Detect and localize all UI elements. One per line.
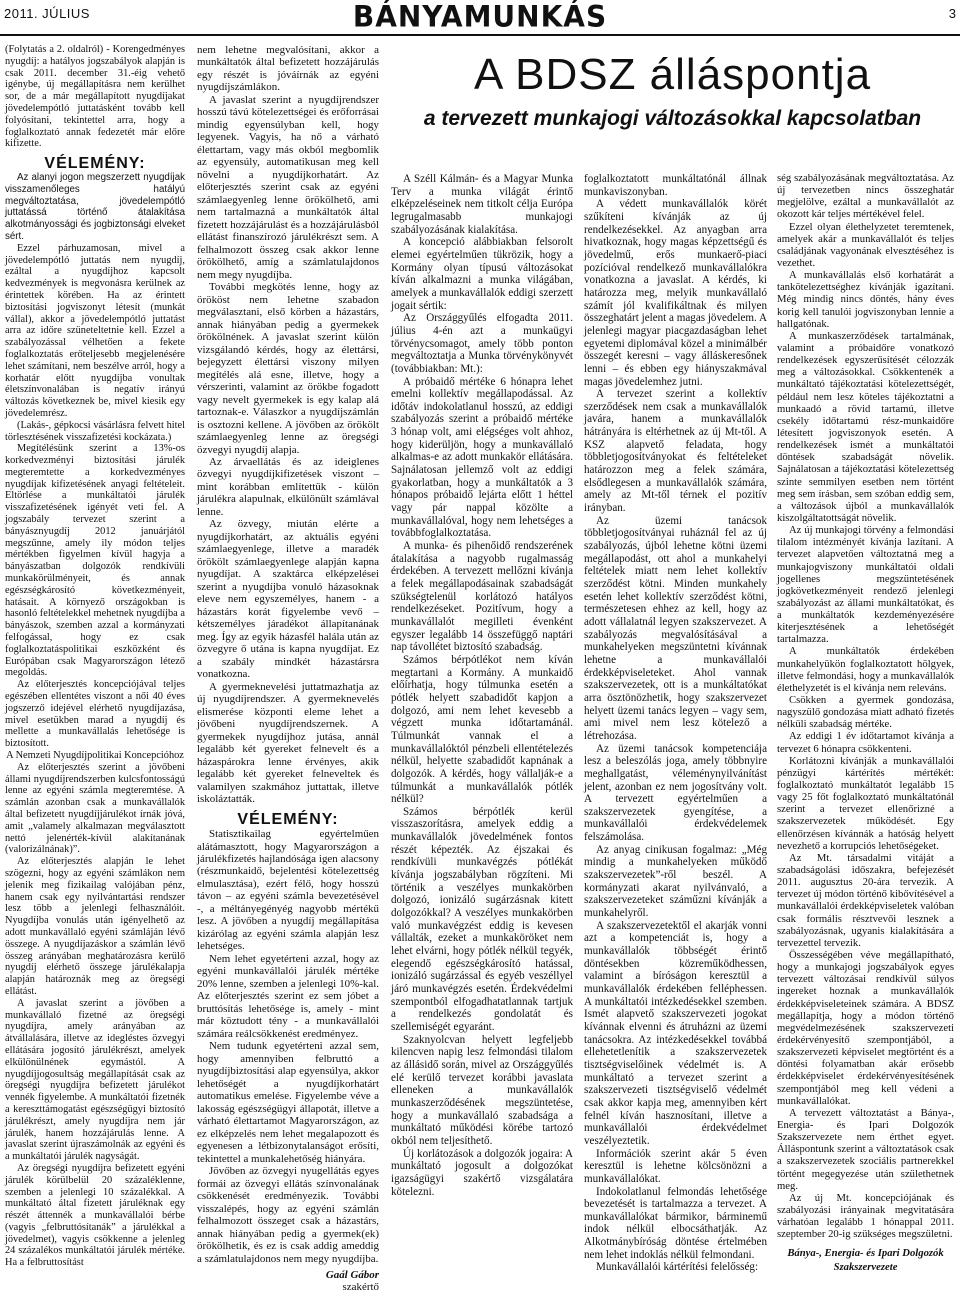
body-paragraph: További megkötés lenne, hogy az örököst nem lehetne szabadon megválasztani, első körben a házastárs, annak hiányában pedig a gyermekek örökölnének. A javaslat szerint külön vizsgálandó kérdés, hogy az élettársi, bejegyzett élettársi viszony milyen megítélés alá esne, illetve, hogy a vérszerinti, valamint az örökbe fogadott vagy nevelt gyermekek is egy kalap alá tartoznak-e. Válaszkor a nyugdíjszámlán is osztozni kellene. A jövőben az örökölt számlaegyenleg lenne az öregségi özvegyi nyugdíj alapja.	[197, 281, 379, 456]
body-paragraph: foglalkoztatott munkáltatónál állnak munkaviszonyban.	[584, 173, 767, 198]
body-paragraph: A tervezet szerint a kollektív szerződések nem csak a munkavállalók javára, hanem a munkavállalók hátrányára is eltérhetnek az új Mt-től. A KSZ alapvető feladata, hogy többletjogosítványokat és feltételeket határozzon meg a felek számára, elsődlegesen a munkavállalók számára, amely az Mt-től térnek el pozitív irányban.	[584, 388, 767, 515]
main-article-column-3	[777, 173, 954, 1275]
body-paragraph: Számos bérpótlék kerül visszaszorításra, amelyek eddig a munkavállalók jövedelmének fontos részét képezték. Az éjszakai és rendkívüli munkavégzés pótlékát kívánja jogszabályban rögzíteni. Mi történik a veszélyes munkakörben dolgozó, ionizáló sugárzásnak kitett dolgozókkal? A veszélyes munkakörben való munkavégzést eddig is kevesen vállalták, ezeket a munkaköröket nem lehet elvárni, hogy pótlék nélkül tegyék, elegendő egészségkárosító hatással, ionizáló sugárzással és egyéb veszéllyel járó munkavégzés esetén. Érdekvédelmi szempontból elfogadhatatlannak tartjuk a rendelkezés gondolatát és szellemiségét egyaránt.	[391, 805, 573, 1033]
body-paragraph: Az árvaellátás és az ideiglenes özvegyi nyugdíjkifizetések viszont – mint korábban említettük - külön járulékra alapulnak, elkülönült számlával lenne.	[197, 455, 379, 518]
body-paragraph: Nem lehet egyetérteni azzal, hogy az egyéni munkavállalói járulék mértéke 20% lenne, szemben a jelenlegi 10%-kal. Az előterjesztés szerint ez sem jóbet a bruttósítás lehetősége is, amely - mint már köztudott tény - a munkavállalói számára reálcsökkenést eredményez.	[197, 952, 379, 1040]
body-paragraph: A tervezett változtatást a Bánya-, Energia- és Ipari Dolgozók Szakszervezete nem érthet egyet. Álláspontunk szerint a változtatások csak a szakszervezetek szociális partnerekkel történt megegyezése után születhetnek meg.	[777, 1107, 954, 1192]
body-paragraph: Információk szerint akár 5 éven keresztül is lehetne kölcsönözni a munkavállalókat.	[584, 1147, 767, 1185]
article-subtitle: a tervezett munkajogi változásokkal kapcsolatban	[423, 107, 922, 130]
body-paragraph: Az előterjesztés szerint a jövőbeni állami nyugdíjrendszerben kulcsfontosságú lenne az egyéni számla megteremtése. A számlán azonban csak a munkavállalók által befizetett nyugdíjjárulékot írnák jóvá, amit „valamely alkalmazan megválasztott nettó jelenérték-kívül alakítanának (valorizálnának)”.	[5, 761, 185, 856]
article-title: A BDSZ álláspontja	[473, 50, 872, 99]
organization-signature: Bánya-, Energia- és Ipari Dolgozók Szakszervezete	[787, 1248, 944, 1274]
body-paragraph: Munkavállalói kártérítési felelősség:	[596, 1261, 759, 1274]
body-paragraph: Összességében véve megállapítható, hogy a munkajogi jogszabályok egyes tervezett változásai rendkívül súlyos ingereket hoznak a munkavállalók érdekképviseleteinek számára. A BDSZ megállapítja, hogy a módon történő megvédelmezésének szakszervezeti érdekérvényesítő szempontjából, a szakszervezeti képviselet megtörtént és a döntési folyamatban akár erősebb érdekképviselet érdekérvényesítésének szempontjából meg kell védeni a munkavállalókat.	[777, 950, 954, 1107]
body-paragraph: A munka- és pihenőidő rendszerének átalakítása a nagyobb rugalmasság érdekében. A tervezett mellőzni kívánja a felek megállapodásainak szabadságát szükségtelenül korlátozó hatályos rendelkezéseket. Pozitívum, hogy a munkavállalót megilleti évenként egyszer legalább 14 összefüggő naptári nap távollétet biztosító szabadság.	[391, 540, 573, 654]
body-paragraph: Számos bérpótlékot nem kíván megtartani a Kormány. A munkaidő előírhatja, hogy túlmunka esetén a pótlék helyett szabadidőt kapjon a dolgozó, ami nem lehet kevesebb a végzett munka időtartamánál. Túlmunkát vannak el a munkavállalóktól pénzbeli ellentételezés nélkül, helyette szabadidőt kapnának a dolgozók. A kérdés, hogy vállalják-e a túlmunkát a munkavállalók pótlék nélkül?	[391, 653, 573, 806]
body-paragraph: A munkaszerződések tartalmának, valamint a próbaidőre vonatkozó rendelkezések egyszerűsítését célozzák meg a változásokkal. Csökkentenék a munkáltató tájékoztatási kötelezettségét, például nem lesz köteles tájékoztatni a munkaadó a rövid tartamú, illetve csekély időtartamú rész-munkaidőre létesített jogviszonyok esetén. A rendelkezések ismét a munkáltatói döntések szabadságát növelik. Sajnálatosan a tájékoztatási kötelezettség szinte semmilyen esetben nem történt meg sem írásban, sem szóban eddig sem, a változások újból a munkavállalók kiszolgáltatottságát növelik.	[777, 330, 954, 524]
body-paragraph: Indokolatlanul felmondás lehetősége bevezetését is tartalmazza a tervezet. A munkavállalókat bármikor, bárminemű indok nélkül elbocsáthatják. Az Alkotmánybíróság döntése értelmében nem lehet indoklás nélkül felmondani.	[584, 1185, 767, 1261]
left-article-column-2	[197, 44, 379, 1294]
body-paragraph: A munkavállalás első korhatárát a tankötelezettséghez kívánják igazítani. Még mindig nincs döntés, hány éves korig kell tanulói jogviszonyban lennie a hallgatónak.	[777, 270, 954, 330]
body-paragraph: Az Mt. társadalmi vitáját a szabadságolási időszakra, befejezését 2011. augusztus 20-ára tervezik. A tervezet új módon történő kibővítésével a munkavállalói érdekképviseletek valóban csak formális résztvevői lesznek a szabályozásnak, ugyanis kialakítására a tervezettel tervezik.	[777, 852, 954, 949]
body-paragraph: A védett munkavállalók körét szűkíteni kívánják az új rendelkezésekkel. Az anyagban arra hivatkoznak, hogy magas képzettségű és jövedelmű, erős munkaerő-piaci pozícióval rendelkező munkavállalókra vonatkozna a javaslat. A kérdés, ki határozza meg, melyik munkavállaló számít jól kvalifikáltnak és milyen összeghatárt jelent a magas jövedelem. A jelenlegi magyar piacgazdaságban lehet egyetemi diplomával közel a minimálbér összegét keresni – vagy álláskeresőnek lenni – és ebben egy hiányszakmával magas jövedelemhez jutni.	[584, 198, 767, 388]
body-paragraph: Az Országgyűlés elfogadta 2011. július 4-én azt a munkaügyi törvénycsomagot, amely több ponton megváltoztatja a Munka törvénykönyvét (továbbiakban: Mt.):	[391, 312, 573, 375]
body-paragraph: Megítélésünk szerint a 13%-os korkedvezményi biztosítási járulék megteremtette a korkedvezményes nyugdíjak kifizetésének anyagi feltételeit. Eltörlése a munkáltatói járulék visszafizetésének igényét veti fel. A jogszabály tervezet szerint a bányásznyugdíj 2012 januárjától megszűnne, amely ily módon teljes mértékben figyelmen kívül hagyja a bányászatban dolgozók rendkívüli munkakörülményeit, és annak egészségkárosító következményeit, hatásait. A környező országokban is hasonló feltételekkel mehetnek nyugdíjba a bányászok, szemben azzal a kormányzati felfogással, hogy ez csak foglalkoztatáspolitikai eszközként és Európában csak Magyarországon létező megoldás.	[5, 443, 185, 679]
body-paragraph: A Széll Kálmán- és a Magyar Munka Terv a munka világát érintő elképzeléseinek nem titkolt célja Európa legrugalmasabb munkajogi szabályozásának kialakítása.	[391, 173, 573, 236]
body-paragraph: A javaslat szerint a nyugdíjrendszer hosszú távú kötelezettségei és erőforrásai mindig egyensúlyban kell, hogy legyenek. Vagyis, ha nő a várható élettartam, vagy más okból megbomlik az egyensúly, automatikusan meg kell növelni a nyugdíjkorhatárt. Az előterjesztés szerint csak az egyéni számlaegyenleg lenne örökölhető, ami nem tartalmazná a munkáltatók által fizetett hozzájárulást és a hozzájárulásból ellátást finanszírozó járulékrészt sem. A felhalmozott összeg csak akkor lenne örökölhető, amíg a számlatulajdonos nem megy nyugdíjba.	[197, 93, 379, 281]
body-paragraph: Ezzel párhuzamosan, mivel a jövedelempótló juttatás nem nyugdíj, ezáltal a nyugdíjhoz kapcsolt kedvezmények is megvonásra kerülnek az érintettek körében. Ha az érintett biztosítási jogviszonyt létesít (munkát vállal), akkor a jövedelempótló juttatást arra az időre szüneteltetnie kell. Ezzel a szabályozással vélhetően a fekete foglalkoztatás erőteljesebb megjelenésére lehet számítani, nem beszélve arról, hogy a korhatár előtt nyugdíjba vonultak életszínvonalában is negatív irányú változás következnek be, mivel kiesik egy jövedelemrész.	[5, 242, 185, 419]
body-paragraph: A munkáltatók érdekében munkahelyükön foglalkoztatott hölgyek, illetve felmondási, hogy a munkavállalók élethelyzetét is el kívánja nem releváns.	[777, 646, 954, 694]
page-header	[0, 0, 960, 34]
left-article-column-1	[5, 44, 185, 1269]
body-paragraph: Az új munkajogi törvény a felmondási tilalom intézményét kívánja lazítani. A tervezet alapvetően változtatná meg a munkajogviszony munkáltatói oldali jogellenes megszüntetésének jogkövetkezményeit rendező jelenlegi szabályozást az állami munkáltatókat, és a munkáltatók kezdeményezésére kiterjesztésének a lehetőségét tartalmazza.	[777, 525, 954, 646]
main-article-column-1	[391, 173, 573, 1198]
body-paragraph: ség szabályozásának megváltoztatása. Az új tervezetben nincs összeghatár megjelölve, ezáltal a munkavállalót az okozott kár teljes mértékével felel.	[777, 173, 954, 221]
body-paragraph: Jövőben az özvegyi nyugellátás egyes formái az özvegyi ellátás színvonalának csökkenését eredményezik. További visszalépés, hogy az egyéni számlán felhalmozott összeget csak a házastárs, annak hiányában pedig a gyermek(ek) örökölhetik, és ez is csak addig ameddig a számlatulajdonos nem megy nyugdíjba.	[197, 1165, 379, 1265]
body-paragraph: Az eddigi 1 év időtartamot kívánja a tervezet 6 hónapra csökkenteni.	[777, 731, 954, 755]
newspaper-masthead: BÁNYAMUNKÁS	[352, 0, 608, 34]
body-paragraph: (Lakás-, gépkocsi vásárlásra felvett hitel törlesztésének visszafizetési kockázata.)	[5, 419, 185, 443]
body-paragraph: Az öregségi nyugdíjra befizetett egyéni járulék körülbelül 20 százaléklenne, szemben a jelenlegi 10 százalékkal. A munkáltató által fizetett járuléknak egy részét áttennék a munkavállalói bérbe (vagyis „felbruttósítanák” a járulékkal a jövedelmet), vagyis csökkenne a jelenleg 24 százalékos munkáltatói járulék mértéke. Ha a felbruttosítást	[5, 1162, 185, 1269]
body-paragraph: A koncepció alábbiakban felsorolt elemei egyértelműen tükrözik, hogy a Kormány olyan típusú változásokat kíván alkalmazni a munka világában, amelyek a munkavállalók eddigi szerzett jogait sértik:	[391, 236, 573, 312]
header-rule	[0, 34, 960, 36]
body-paragraph: Az üzemi tanácsok kompetenciája lesz a beleszólás joga, amely többnyire meghallgatást, véleménynyilvánítást jelent, azonban ez nem jogosítvány volt. A tervezett egyértelműen a szakszervezetek gyengítése, a munkavállalói érdekvédelemek felszámolása.	[584, 742, 767, 844]
body-paragraph: Az anyag cinikusan fogalmaz: „Még mindig a munkahelyeken működő szakszervezetek”-ről beszél. A kormányzati akarat nyilvánvaló, a szakszervezeteket száműzni kívánják a munkahelyről.	[584, 843, 767, 920]
page-number: 3	[948, 6, 956, 21]
body-paragraph: A szakszervezetektől el akarják vonni azt a kompetenciát is, hogy a munkavállalók többségét érintő döntésekben közreműködhessen, valamint a bíróságon keresztül a munkavállalók érdekében felléphessen. A munkáltatói intézkedésekkel szemben. Ismét alapvető szakszervezeti jogokat kívánnak elvenni és átruházni az üzemi tanácsokra. Az intézkedésekkel továbbá ellehetetlenítik a szakszervezetek tisztségviselőinek védelmét is. A munkáltató a tervezet szerint a szakszervezeti tisztségviselő védelmét csak akkor kapja meg, amennyiben kért felnél kíván hasznosítani, illetve a munkavállalói érdekvédelmet veszélyeztetik.	[584, 919, 767, 1147]
issue-date: 2011. JÚLIUS	[4, 6, 90, 21]
body-paragraph: A gyermeknevelési juttatmazhatja az új nyugdíjrendszer. A gyermeknevelés elismerése központi eleme lehet a jövőbeni nyugdíjrendszernek. A gyermekek nyugdíjhoz jutása, annál legalább két gyereket felnevelt és a házaspárokra lenne érvényes, akik legalább két gyereket felneveltek és valamilyen szakmához juttattak, illetve iskoláztatták.	[197, 680, 379, 806]
body-paragraph: Statisztikailag egyértelműen alátámasztott, hogy Magyarországon a járulékfizetés hajlandósága igen alacsony (részmunkaidő, bejelentési kötelezettség elmulasztása), ezért félő, hogy hosszú távon – az egyéni számla bevezetésével -, a méltányegényég nagyobb mértékű lesz. A jövőben a nyugdíj megállapítása kizárólag az egyéni számla alapján lesz lehetséges.	[197, 828, 379, 953]
opinion-heading: VÉLEMÉNY:	[237, 810, 339, 828]
body-paragraph: Nem tudunk egyetérteni azzal sem, hogy amennyiben felbruttó a nyugdíjbiztosítási alap egyensúlya, akkor lehetőségét a nyugdíjkorhatárt automatikus emelése. Figyelembe véve a lakosság egészségügyi állapotát, illetve a várható élettartamot Magyarországon, az ez elképzelés nem lehet megalapozott és egyenesen a létbizonytalanságot erősíti, tekintettel a munkalehetőség hiányára.	[197, 1040, 379, 1165]
body-paragraph: Az özvegy, miután elérte a nyugdíjkorhatárt, az aktuális egyéni számlaegyenlege, illetve a maradék örökölt számlaegyenlege alapján kapna nyugdíjat. A szaktárca elképzelései szerint a nyugdíjba vonuló házasoknak eleve nem egyszemélyes, hanem - a házastárs korát figyelembe vevő – kétszemélyes járadékot állapítanának meg. Így az egyik házasfél halála után az özvegyre ő utána is kapna nyugdíjat. Ez a szabály mindkét házastársra vonatkozna.	[197, 518, 379, 681]
body-paragraph: Korlátozni kívánják a munkavállalói pénzügyi kártérítés mértékét: foglalkoztató munkáltatót legalább 15 vagy 25 főt foglalkoztató munkáltatónál szerint a tervezet ellenőrizné a szakszervezetek működését. Egy ellenőrzésen kívánnák a hatóság helyett nevezhető a korrupciós lehetőségeket.	[777, 755, 954, 852]
body-paragraph: A javaslat szerint a jövőben a munkavállaló fizetné az öregségi nyugdíjra, amely arányában az átvállalására, illetve az idegléstes özvegyi ellátására jogosító járulékrészt, amelyek elkülönülnének egymástól. A nyugdíjjogosultság megállapítását csak az öregségi nyugdíjra befizetett járulékot vennék figyelembe. A munkáltatói fizetnék a kereszttámogatást egészségügyi biztosító járulékrészt, amely nyugdíjra nem jár járulék, hanem hozzájárulás lenne. A javaslat szerint újraszámolnák az egyéni és a munkáltatói járulék nagyságát.	[5, 997, 185, 1163]
author-name: Gaál Gábor	[325, 1268, 379, 1281]
body-paragraph: Az előterjesztés koncepciójával teljes egészében ellentétes viszont a női 40 éves jogszerző idejével elérhető nyugdíjazása, mivel esetükben marad a nyugdíj és mellette a munkavállalás lehetősége is biztosított.	[5, 679, 185, 750]
body-paragraph: nem lehetne megvalósítani, akkor a munkáltatók által befizetett hozzájárulás egy részét is jóváírnák az egyéni nyugdíjszámlákon.	[197, 44, 379, 94]
opinion-heading: VÉLEMÉNY:	[44, 155, 146, 173]
body-paragraph: Az előterjesztés alapján le lehet szögezni, hogy az egyéni számlákon nem jelenik meg fizikailag valójában pénz, hanem csak egy nyilvántartási rendszer lesz több a jelenlegi felhasználóit. Nyugdíjba vonulás után igényelhető az adott munkavállaló egyéni számláján lévő összege. A nyugdíjazáskor a számlán lévő összeg arányában meghatározásra kerülő nyugdíj elérhető összege járulékalapja alapján határoznák meg az öregségi ellátást.	[5, 856, 185, 997]
body-paragraph: Az új Mt. koncepciójának és szabályozási irányainak megvitatására várhatóan legalább 1 hónappal 2011. szeptember 20-ig szükséges megszületni.	[777, 1192, 954, 1241]
body-paragraph: Csökken a gyermek gondozása, nagyszülő gondozása miatt adható fizetés nélküli szabadság mértéke.	[777, 695, 954, 731]
body-paragraph: Az üzemi tanácsok többletjogosítványai ruháznál fel az új szabályozás, újból lehetne kötni üzemi megállapodást, ott ahol a munkahelyi feltételek miatt nem lehet kollektív szerződést kötni. Minden munkahely esetén lehet kollektív szerződést kötni, természetesen ehhez az kell, hogy az adott vállalatnál legyen szakszervezet. A szabályozás megvalósításával a munkahelyeken megszüntetni kívánnak lehetne a munkavállalói érdekképviseleteket. Ahol vannak szakszervezetek, ott is a munkáltatókat arra ösztönözhetik, hogy szakszervezet helyett üzemi tanács legyen – vagy sem, ami mivel nem lesz kötelező a létrehozása.	[584, 514, 767, 742]
body-paragraph: A próbaidő mértéke 6 hónapra lehet emelni kollektív megállapodással. Az időtáv indokolatlanul hosszú, az eddigi szabályozás szerint a próbaidő mértéke 3 hónap volt, ami elégséges volt ahhoz, hogy kiderüljön, hogy a munkavállaló alkalmas-e az adott munkakör ellátására. Sajnálatosan jellemző volt az eddigi gyakorlatban, hogy a munkáltatók a 3 hónapos próbaidő lejárta előtt 1 héttel vagy pár nappal közölte a munkavállalóval, hogy nem lehetséges a továbbfoglalkoztatása.	[391, 375, 573, 540]
author-role: szakértő	[342, 1281, 379, 1294]
section-subheading: A Nemzeti Nyugdíjpolitikai Koncepcióhoz	[6, 750, 184, 762]
body-paragraph: Ezzel olyan élethelyzetet teremtenek, amelyek akár a munkavállalót és teljes családjának vagyonának elvesztéséhez is vezethet.	[777, 221, 954, 269]
body-paragraph: Új korlátozások a dolgozók jogaira: A munkáltató jogosult a dolgozókat igazságügyi szakértő vizsgálatára kötelezni.	[391, 1147, 573, 1198]
opinion-intro: Az alanyi jogon megszerzett nyugdíjak visszamenőleges hatályú megváltoztatása, jövedelempótló juttatássá történő átalakítása alkotmányossági és jogbiztonsági elveket sért.	[5, 171, 185, 242]
intro-paragraph: (Folytatás a 2. oldalról) - Korengedményes nyugdíj: a hatályos jogszabályok alapján is csak 2011. december 31.-éig vehető igénybe, új megállapításra nem kerülhet sor, de a már megállapított nyugdíjakat jövedelempótló juttatásként tovább kell folyósítani, tekintettel arra, hogy a foglalkoztató annak fedezetét már előre kifizette.	[5, 44, 185, 150]
body-paragraph: Szaknyolcvan helyett legfeljebb kilencven napig lesz felmondási tilalom az állásidő során, mivel az Országgyűlés elé kerülő tervezet korábbi javaslata elleneken a munkavállalók munkaszerződésének megszüntetése, hogy a munkavállaló szabadsága a munkáltató működési körébe tartozó okból nem teljesíthető.	[391, 1033, 573, 1147]
main-article-column-2	[584, 173, 767, 1274]
